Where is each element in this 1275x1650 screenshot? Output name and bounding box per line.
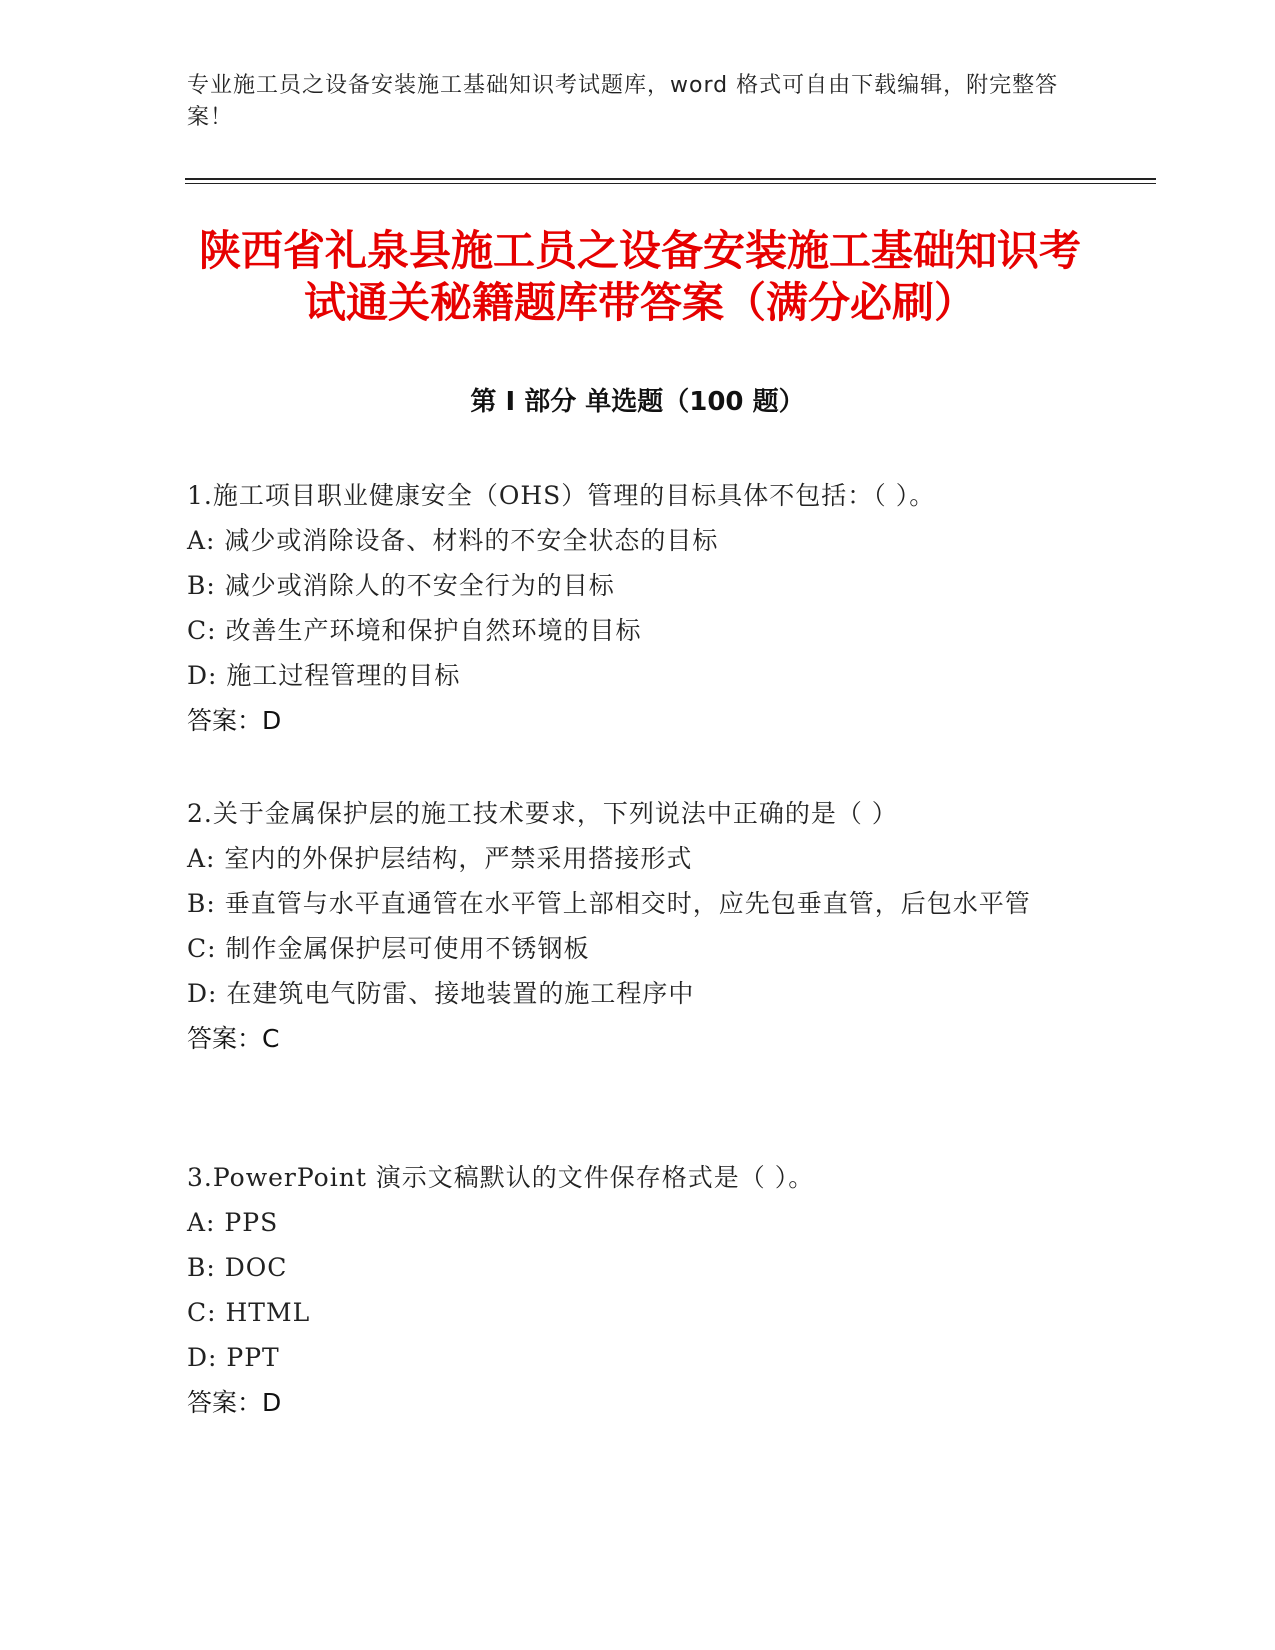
question-stem: 2.关于金属保护层的施工技术要求，下列说法中正确的是（ ） [187, 799, 898, 828]
option-c: C: 改善生产环境和保护自然环境的目标 [187, 616, 642, 645]
option-c: C: HTML [187, 1298, 311, 1327]
question-2 [187, 791, 1087, 1061]
option-b: B: DOC [187, 1253, 288, 1282]
header-divider-thick [185, 178, 1156, 180]
option-a: A: 减少或消除设备、材料的不安全状态的目标 [187, 526, 719, 555]
header-divider-thin [185, 183, 1156, 184]
question-1 [187, 473, 1087, 743]
answer-text: 答案：D [187, 1388, 282, 1417]
option-a: A: 室内的外保护层结构，严禁采用搭接形式 [187, 844, 693, 873]
option-c: C: 制作金属保护层可使用不锈钢板 [187, 934, 590, 963]
answer-text: 答案：D [187, 706, 282, 735]
header-note: 专业施工员之设备安装施工基础知识考试题库，word 格式可自由下载编辑，附完整答案！ [187, 73, 1059, 130]
option-d: D: 在建筑电气防雷、接地装置的施工程序中 [187, 979, 695, 1008]
option-b: B: 减少或消除人的不安全行为的目标 [187, 571, 615, 600]
question-stem: 1.施工项目职业健康安全（OHS）管理的目标具体不包括：（ ）。 [187, 481, 936, 510]
option-d: D: PPT [187, 1343, 280, 1372]
option-a: A: PPS [187, 1208, 279, 1237]
question-3 [187, 1155, 1087, 1425]
answer-text: 答案：C [187, 1024, 280, 1053]
option-b: B: 垂直管与水平直通管在水平管上部相交时，应先包垂直管，后包水平管 [187, 889, 1031, 918]
question-stem: 3.PowerPoint 演示文稿默认的文件保存格式是（ ）。 [187, 1163, 815, 1192]
section-title: 第 I 部分 单选题（100 题） [470, 387, 805, 417]
option-d: D: 施工过程管理的目标 [187, 661, 461, 690]
document-title: 陕西省礼泉县施工员之设备安装施工基础知识考试通关秘籍题库带答案（满分必刷） [198, 226, 1081, 327]
